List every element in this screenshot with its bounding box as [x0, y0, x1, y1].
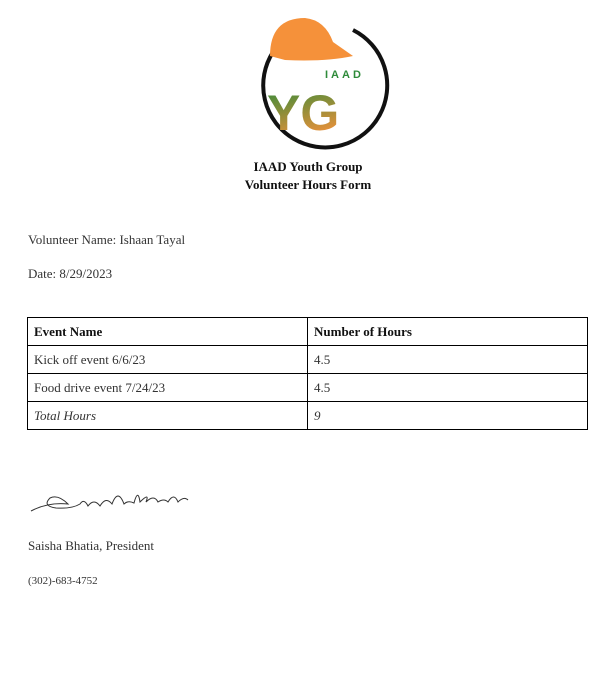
- total-label: Total Hours: [28, 402, 308, 430]
- volunteer-name: Volunteer Name: Ishaan Tayal: [28, 232, 186, 247]
- table-row: [28, 346, 588, 374]
- total-hours: 9: [308, 402, 588, 430]
- form-date: Date: 8/29/2023: [28, 266, 113, 281]
- table-header-row: [28, 318, 588, 346]
- phone-number: (302)-683-4752: [28, 575, 98, 587]
- header-event-name: Event Name: [28, 318, 308, 346]
- logo-yg: YG: [267, 85, 340, 141]
- event-name: Food drive event 7/24/23: [28, 374, 308, 402]
- cap-icon: [270, 18, 353, 61]
- signature-image: [28, 484, 193, 516]
- logo-iaad: IAAD: [325, 69, 364, 81]
- signatory-name: Saisha Bhatia, President: [28, 538, 155, 553]
- event-hours: 4.5: [308, 374, 588, 402]
- total-row: [28, 402, 588, 430]
- hours-table: [27, 317, 588, 430]
- event-hours: 4.5: [308, 346, 588, 374]
- header-hours: Number of Hours: [308, 318, 588, 346]
- table-row: [28, 374, 588, 402]
- form-title: Volunteer Hours Form: [244, 177, 372, 192]
- event-name: Kick off event 6/6/23: [28, 346, 308, 374]
- iaad-yg-logo: [245, 12, 390, 152]
- form-org-title: IAAD Youth Group: [253, 159, 363, 174]
